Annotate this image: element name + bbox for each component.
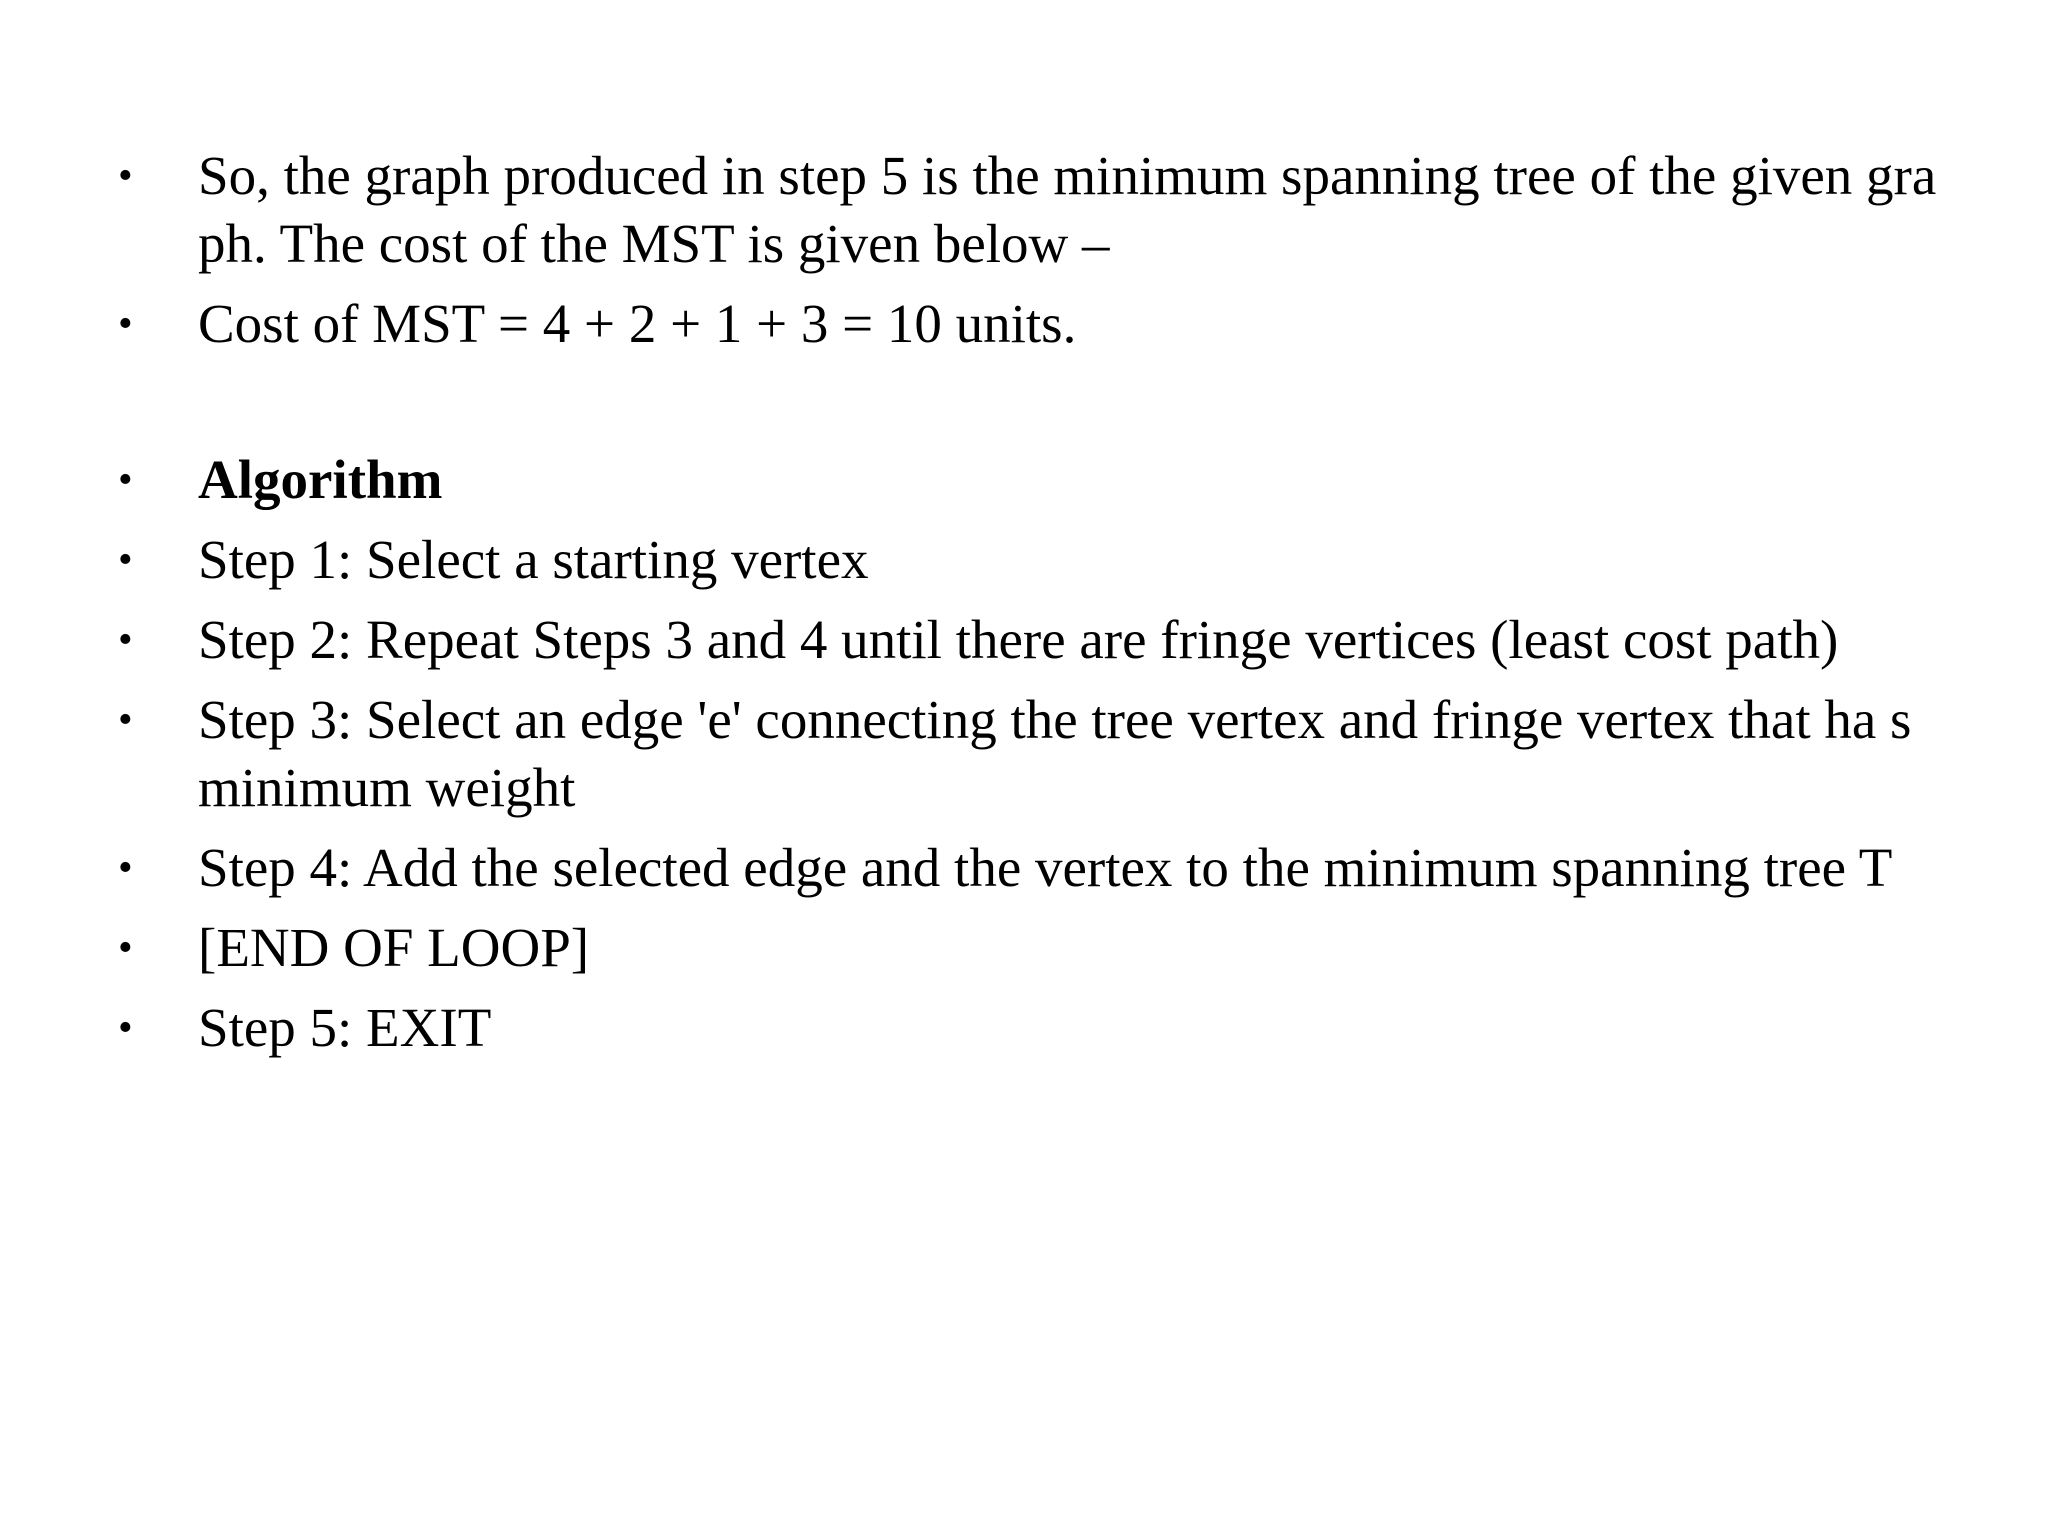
bullet-dot-icon: •: [118, 457, 133, 503]
bullet-text: [END OF LOOP]: [198, 917, 590, 978]
bullet-text: Step 2: Repeat Steps 3 and 4 until there are fringe vertices (least cost path): [198, 609, 1839, 670]
bullet-algorithm-heading: [118, 446, 1948, 514]
bullet-dot-icon: •: [118, 153, 133, 199]
bullet-text: Step 3: Select an edge 'e' connecting the tree vertex and fringe vertex that ha s minimum weight: [198, 689, 1912, 818]
bullet-step-1: [118, 526, 1948, 594]
bullet-step-5: [118, 994, 1948, 1062]
bullet-text: Step 1: Select a starting vertex: [198, 529, 869, 590]
bullet-dot-icon: •: [118, 1005, 133, 1051]
bullet-list: [118, 142, 1948, 1074]
bullet-dot-icon: •: [118, 537, 133, 583]
bullet-dot-icon: •: [118, 617, 133, 663]
bullet-dot-icon: •: [118, 697, 133, 743]
bullet-end-of-loop: [118, 914, 1948, 982]
bullet-text: So, the graph produced in step 5 is the minimum spanning tree of the given graph. The cost of the MST is given below –: [198, 145, 1937, 274]
bullet-text: Step 4: Add the selected edge and the vertex to the minimum spanning tree T: [198, 837, 1893, 898]
bullet-step-3: [118, 686, 1948, 822]
bullet-dot-icon: •: [118, 845, 133, 891]
bullet-step-2: [118, 606, 1948, 674]
bullet-dot-icon: •: [118, 925, 133, 971]
bullet-text: Algorithm: [198, 449, 443, 510]
bullet-dot-icon: •: [118, 301, 133, 347]
bullet-step-4: [118, 834, 1948, 902]
bullet-text: Cost of MST = 4 + 2 + 1 + 3 = 10 units.: [198, 293, 1077, 354]
bullet-mst-cost: [118, 290, 1948, 358]
bullet-text: Step 5: EXIT: [198, 997, 492, 1058]
bullet-mst-statement: [118, 142, 1948, 278]
